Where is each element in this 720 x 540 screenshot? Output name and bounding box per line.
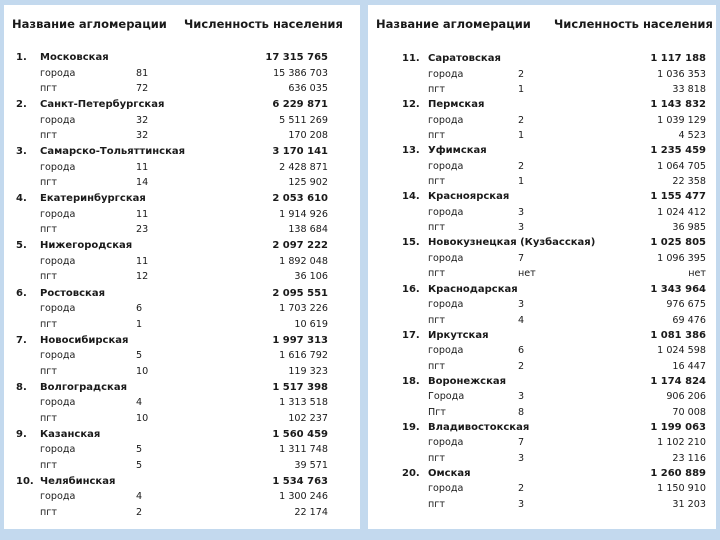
cities-count: 6	[518, 345, 525, 357]
agglomeration-name: Самарско-Тольяттинская	[40, 146, 186, 158]
pgt-count: 5	[136, 459, 143, 471]
agglomeration-row	[368, 236, 716, 250]
cities-population: 1 096 395	[657, 252, 706, 264]
pgt-population: 36 106	[294, 271, 328, 283]
pgt-label: пгт	[428, 314, 445, 326]
pgt-population: 23 116	[672, 452, 706, 464]
pgt-count: 10	[136, 365, 149, 377]
agglomeration-row	[4, 145, 360, 159]
agglomeration-number: 17.	[402, 329, 420, 341]
pgt-population: 36 985	[672, 222, 706, 234]
cities-population: 1 024 598	[657, 345, 706, 357]
header-population-label: Численность населения	[554, 17, 713, 31]
agglomeration-total: 1 343 964	[650, 283, 706, 295]
sub-row	[368, 360, 716, 374]
agglomeration-row	[368, 421, 716, 435]
pgt-label: пгт	[40, 459, 57, 471]
cities-label: города	[428, 114, 464, 126]
cities-count: 6	[136, 303, 143, 314]
agglomeration-row	[368, 190, 716, 204]
cities-label: города	[428, 299, 464, 310]
cities-label: города	[40, 350, 76, 362]
pgt-count: 1	[518, 130, 525, 142]
cities-count: 7	[518, 252, 525, 264]
agglomeration-total: 6 229 871	[272, 99, 328, 111]
cities-label: города	[40, 161, 76, 173]
cities-population: 2 428 871	[279, 161, 328, 173]
agglomeration-row	[4, 287, 360, 301]
agglomeration-row	[368, 52, 716, 66]
agglomeration-name: Уфимская	[428, 145, 487, 157]
pgt-label: пгт	[40, 224, 57, 236]
pgt-label: пгт	[40, 271, 57, 283]
agglomeration-number: 9.	[16, 428, 27, 440]
pgt-label: пгт	[40, 365, 57, 377]
cities-label: города	[428, 252, 464, 264]
cities-count: 81	[136, 67, 149, 79]
sub-row	[368, 267, 716, 281]
header-name-label: Название агломерации	[12, 17, 167, 31]
pgt-count: 8	[518, 406, 525, 418]
pgt-label: Пгт	[428, 406, 446, 418]
cities-label: города	[40, 208, 76, 220]
cities-population: 1 892 048	[279, 255, 328, 267]
sub-row	[4, 459, 360, 473]
agglomeration-row	[368, 467, 716, 481]
pgt-label: пгт	[40, 83, 57, 94]
agglomeration-number: 1.	[16, 52, 27, 63]
sub-row	[368, 221, 716, 235]
sub-row	[4, 302, 360, 316]
pgt-population: 70 008	[672, 406, 706, 418]
agglomeration-number: 18.	[402, 375, 420, 387]
agglomeration-row	[368, 329, 716, 343]
agglomeration-name: Иркутская	[428, 329, 489, 341]
pgt-label: пгт	[428, 498, 445, 510]
agglomeration-name: Омская	[428, 467, 471, 479]
pgt-population: 170 208	[288, 130, 328, 142]
pgt-population: 119 323	[288, 365, 328, 377]
agglomeration-total: 1 025 805	[650, 237, 706, 249]
agglomeration-total: 1 143 832	[650, 99, 706, 111]
cities-population: 906 206	[666, 391, 706, 403]
agglomeration-number: 19.	[402, 421, 420, 433]
cities-count: 11	[136, 255, 149, 267]
sub-row	[368, 175, 716, 189]
sub-row	[368, 498, 716, 512]
sub-row	[4, 67, 360, 81]
pgt-label: пгт	[428, 176, 445, 188]
agglomeration-total: 1 517 398	[272, 381, 328, 393]
cities-count: 4	[136, 491, 143, 503]
cities-label: города	[40, 255, 76, 267]
sub-row	[4, 161, 360, 175]
cities-population: 1 024 412	[657, 206, 706, 218]
agglomeration-name: Ростовская	[40, 287, 106, 299]
pgt-population: 22 358	[672, 176, 706, 188]
cities-population: 1 102 210	[657, 437, 706, 449]
pgt-label: пгт	[428, 84, 445, 95]
pgt-population: 31 203	[672, 498, 706, 510]
agglomeration-number: 20.	[402, 467, 420, 479]
agglomeration-number: 6.	[16, 287, 27, 299]
agglomeration-row	[4, 51, 360, 65]
sub-row	[4, 270, 360, 284]
pgt-count: 2	[518, 360, 525, 372]
agglomeration-number: 16.	[402, 283, 420, 295]
sub-row	[4, 176, 360, 190]
pgt-population: нет	[688, 268, 706, 280]
header-name-label: Название агломерации	[376, 17, 531, 31]
agglomeration-name: Екатеринбургская	[40, 193, 146, 205]
sub-row	[368, 68, 716, 82]
sub-row	[4, 443, 360, 457]
pgt-count: 14	[136, 177, 149, 189]
sub-row	[368, 452, 716, 466]
pgt-count: 23	[136, 224, 149, 236]
right-table-panel	[368, 5, 716, 529]
cities-label: города	[40, 444, 76, 456]
agglomeration-row	[368, 283, 716, 297]
cities-population: 1 064 705	[657, 160, 706, 172]
cities-population: 15 386 703	[273, 67, 328, 79]
agglomeration-total: 1 155 477	[650, 191, 706, 203]
cities-count: 3	[518, 391, 525, 403]
agglomeration-total: 17 315 765	[265, 52, 328, 63]
pgt-population: 69 476	[672, 314, 706, 326]
pgt-label: пгт	[40, 130, 57, 142]
sub-row	[4, 318, 360, 332]
agglomeration-row	[368, 98, 716, 112]
sub-row	[368, 206, 716, 220]
header-population-label: Численность населения	[184, 17, 343, 31]
agglomeration-name: Красноярская	[428, 191, 510, 203]
cities-count: 2	[518, 160, 525, 172]
agglomeration-total: 1 997 313	[272, 334, 328, 346]
pgt-population: 636 035	[288, 83, 328, 94]
pgt-count: 10	[136, 412, 149, 424]
agglomeration-number: 10.	[16, 475, 34, 487]
cities-population: 1 150 910	[657, 483, 706, 495]
agglomeration-total: 3 170 141	[272, 146, 328, 158]
agglomeration-number: 15.	[402, 237, 420, 249]
cities-population: 5 511 269	[279, 114, 328, 126]
agglomeration-row	[4, 334, 360, 348]
sub-row	[4, 490, 360, 504]
agglomeration-total: 1 117 188	[650, 53, 706, 64]
sub-row	[368, 314, 716, 328]
cities-label: города	[428, 160, 464, 172]
cities-population: 1 036 353	[657, 68, 706, 80]
sub-row	[4, 255, 360, 269]
agglomeration-row	[4, 192, 360, 206]
cities-count: 5	[136, 350, 143, 362]
agglomeration-number: 11.	[402, 53, 420, 64]
agglomeration-number: 3.	[16, 146, 27, 158]
cities-label: города	[428, 345, 464, 357]
left-table-panel	[4, 5, 360, 529]
agglomeration-total: 2 053 610	[272, 193, 328, 205]
agglomeration-name: Саратовская	[428, 53, 501, 64]
cities-population: 1 914 926	[279, 208, 328, 220]
agglomeration-number: 14.	[402, 191, 420, 203]
sub-row	[368, 114, 716, 128]
agglomeration-number: 4.	[16, 193, 27, 205]
cities-label: города	[40, 67, 76, 79]
cities-count: 3	[518, 299, 525, 310]
agglomeration-number: 7.	[16, 334, 27, 346]
sub-row	[368, 390, 716, 404]
pgt-label: пгт	[428, 452, 445, 464]
agglomeration-number: 12.	[402, 99, 420, 111]
sub-row	[4, 82, 360, 96]
agglomeration-row	[4, 381, 360, 395]
cities-population: 1 039 129	[657, 114, 706, 126]
cities-count: 2	[518, 68, 525, 80]
agglomeration-name: Владивостокская	[428, 421, 530, 433]
cities-count: 4	[136, 397, 143, 409]
agglomeration-total: 1 235 459	[650, 145, 706, 157]
cities-label: города	[40, 491, 76, 503]
pgt-count: 3	[518, 498, 525, 510]
sub-row	[4, 223, 360, 237]
sub-row	[4, 365, 360, 379]
pgt-population: 39 571	[294, 459, 328, 471]
agglomeration-name: Волгоградская	[40, 381, 128, 393]
pgt-population: 22 174	[294, 506, 328, 518]
sub-row	[368, 252, 716, 266]
cities-label: города	[40, 397, 76, 409]
agglomeration-total: 2 095 551	[272, 287, 328, 299]
cities-count: 2	[518, 483, 525, 495]
sub-row	[4, 114, 360, 128]
cities-population: 976 675	[666, 299, 706, 310]
agglomeration-name: Новосибирская	[40, 334, 129, 346]
agglomeration-total: 1 199 063	[650, 421, 706, 433]
pgt-population: 4 523	[678, 130, 706, 142]
cities-count: 7	[518, 437, 525, 449]
sub-row	[4, 129, 360, 143]
agglomeration-total: 1 174 824	[650, 375, 706, 387]
agglomeration-total: 1 534 763	[272, 475, 328, 487]
cities-population: 1 616 792	[279, 350, 328, 362]
agglomeration-name: Новокузнецкая (Кузбасская)	[428, 237, 596, 249]
cities-count: 32	[136, 114, 149, 126]
agglomeration-name: Нижегородская	[40, 240, 133, 252]
sub-row	[368, 298, 716, 312]
pgt-label: пгт	[40, 177, 57, 189]
agglomeration-name: Воронежская	[428, 375, 507, 387]
agglomeration-number: 8.	[16, 381, 27, 393]
agglomeration-number: 5.	[16, 240, 27, 252]
pgt-label: пгт	[428, 130, 445, 142]
cities-count: 5	[136, 444, 143, 456]
sub-row	[368, 160, 716, 174]
sub-row	[368, 482, 716, 496]
pgt-count: 4	[518, 314, 525, 326]
agglomeration-name: Санкт-Петербургская	[40, 99, 165, 111]
cities-count: 11	[136, 161, 149, 173]
pgt-label: пгт	[40, 412, 57, 424]
agglomeration-number: 2.	[16, 99, 27, 111]
sub-row	[368, 129, 716, 143]
pgt-population: 102 237	[288, 412, 328, 424]
cities-label: города	[428, 68, 464, 80]
pgt-population: 125 902	[288, 177, 328, 189]
cities-label: города	[40, 114, 76, 126]
agglomeration-total: 1 260 889	[650, 467, 706, 479]
agglomeration-total: 1 560 459	[272, 428, 328, 440]
agglomeration-row	[368, 144, 716, 158]
sub-row	[368, 344, 716, 358]
pgt-population: 16 447	[672, 360, 706, 372]
sub-row	[4, 412, 360, 426]
sub-row	[368, 83, 716, 97]
sub-row	[4, 349, 360, 363]
pgt-count: 32	[136, 130, 149, 142]
sub-row	[368, 406, 716, 420]
agglomeration-name: Московская	[40, 52, 109, 63]
agglomeration-row	[4, 475, 360, 489]
pgt-label: пгт	[40, 318, 57, 330]
pgt-count: 1	[518, 176, 525, 188]
pgt-count: нет	[518, 268, 536, 280]
cities-label: города	[428, 206, 464, 218]
agglomeration-name: Пермская	[428, 99, 485, 111]
sub-row	[4, 506, 360, 520]
agglomeration-row	[368, 375, 716, 389]
agglomeration-name: Челябинская	[40, 475, 116, 487]
sub-row	[4, 208, 360, 222]
pgt-population: 33 818	[672, 84, 706, 95]
pgt-label: пгт	[428, 360, 445, 372]
pgt-count: 3	[518, 452, 525, 464]
cities-count: 11	[136, 208, 149, 220]
cities-population: 1 300 246	[279, 491, 328, 503]
cities-label: города	[40, 303, 76, 314]
cities-count: 3	[518, 206, 525, 218]
agglomeration-number: 13.	[402, 145, 420, 157]
cities-population: 1 313 518	[279, 397, 328, 409]
agglomeration-name: Казанская	[40, 428, 101, 440]
pgt-count: 2	[136, 506, 143, 518]
pgt-population: 10 619	[294, 318, 328, 330]
agglomeration-name: Краснодарская	[428, 283, 518, 295]
pgt-count: 12	[136, 271, 149, 283]
pgt-population: 138 684	[288, 224, 328, 236]
cities-count: 2	[518, 114, 525, 126]
agglomeration-row	[4, 239, 360, 253]
sub-row	[4, 396, 360, 410]
cities-label: города	[428, 437, 464, 449]
pgt-count: 72	[136, 83, 149, 94]
pgt-label: пгт	[428, 268, 445, 280]
pgt-count: 3	[518, 222, 525, 234]
sub-row	[368, 436, 716, 450]
agglomeration-total: 1 081 386	[650, 329, 706, 341]
agglomeration-row	[4, 98, 360, 112]
pgt-count: 1	[518, 84, 525, 95]
agglomeration-row	[4, 428, 360, 442]
agglomeration-total: 2 097 222	[272, 240, 328, 252]
cities-population: 1 311 748	[279, 444, 328, 456]
pgt-label: пгт	[428, 222, 445, 234]
cities-label: города	[428, 483, 464, 495]
pgt-count: 1	[136, 318, 143, 330]
cities-population: 1 703 226	[279, 303, 328, 314]
cities-label: Города	[428, 391, 465, 403]
pgt-label: пгт	[40, 506, 57, 518]
